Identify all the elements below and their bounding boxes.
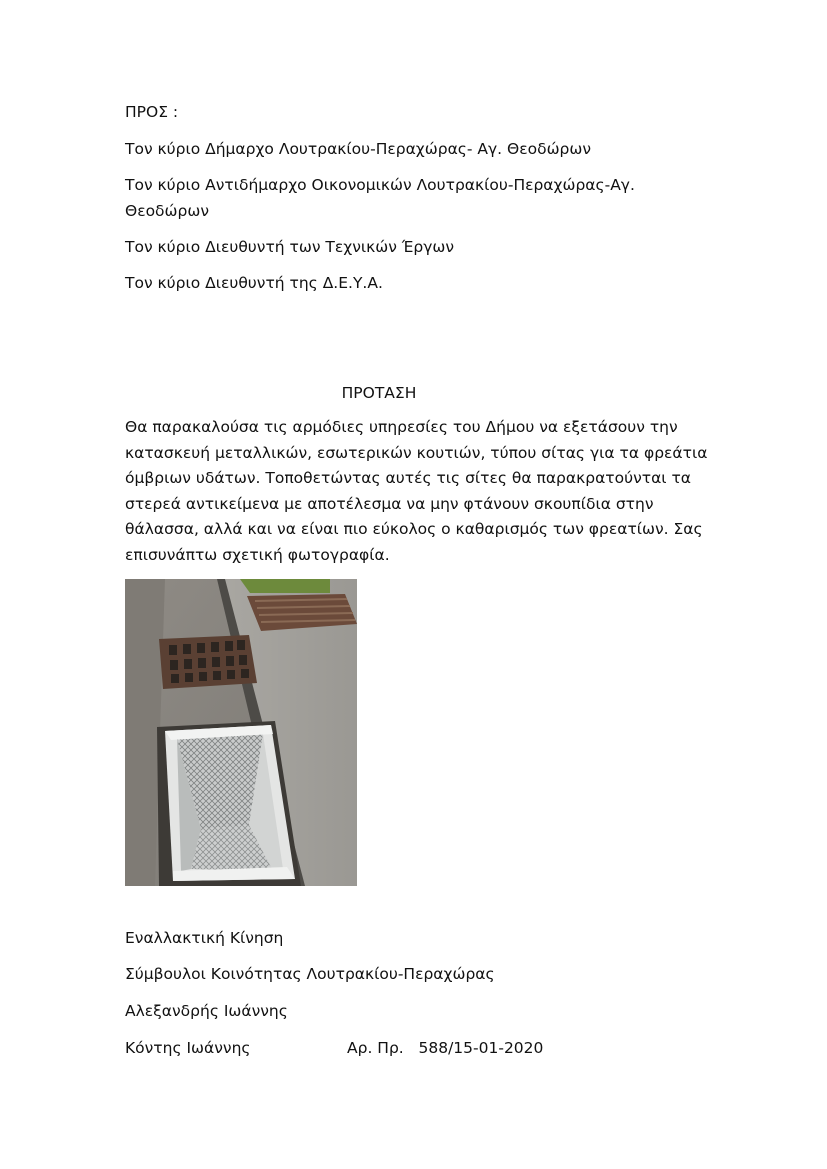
proposal-body: Θα παρακαλούσα τις αρμόδιες υπηρεσίες του Δήμου να εξετάσουν την κατασκευή μεταλλικών, εσωτερικών κουτιών, τύπου σίτας για τα φρεάτια όμβριων υδάτων. Τοποθετώντας αυτές τις σίτες θα παρακρατούνται τα στερεά αντικείμενα με αποτέλεσμα να μην φτάνουν σκουπίδια στην θάλασσα, αλλά και να είναι πιο εύκολος ο καθαρισμός των φρεατίων. Σας επισυνάπτω σχετική φωτογραφία.	[125, 418, 708, 564]
signature-name-alexandris: Αλεξανδρής Ιωάννης	[125, 1002, 288, 1020]
signature-role: Σύμβουλοι Κοινότητας Λουτρακίου-Περαχώρας	[125, 965, 495, 983]
protocol-number: Αρ. Πρ. 588/15-01-2020	[347, 1039, 544, 1057]
signature-party: Εναλλακτική Κίνηση	[125, 929, 284, 947]
recipient-deya-director: Τον κύριο Διευθυντή της Δ.Ε.Υ.Α.	[125, 274, 383, 292]
signature-name-kontis: Κόντης Ιωάννης	[125, 1039, 251, 1057]
to-label: ΠΡΟΣ :	[125, 103, 179, 121]
proposal-title: ΠΡΟΤΑΣΗ	[341, 384, 417, 402]
recipient-mayor: Τον κύριο Δήμαρχο Λουτρακίου-Περαχώρας- Αγ. Θεοδώρων	[125, 140, 592, 158]
recipient-technical-director: Τον κύριο Διευθυντή των Τεχνικών Έργων	[125, 238, 455, 256]
storm-drain-photo	[125, 579, 357, 886]
recipient-deputy-mayor: Τον κύριο Αντιδήμαρχο Οικονομικών Λουτρακίου-Περαχώρας-Αγ. Θεοδώρων	[125, 176, 635, 220]
